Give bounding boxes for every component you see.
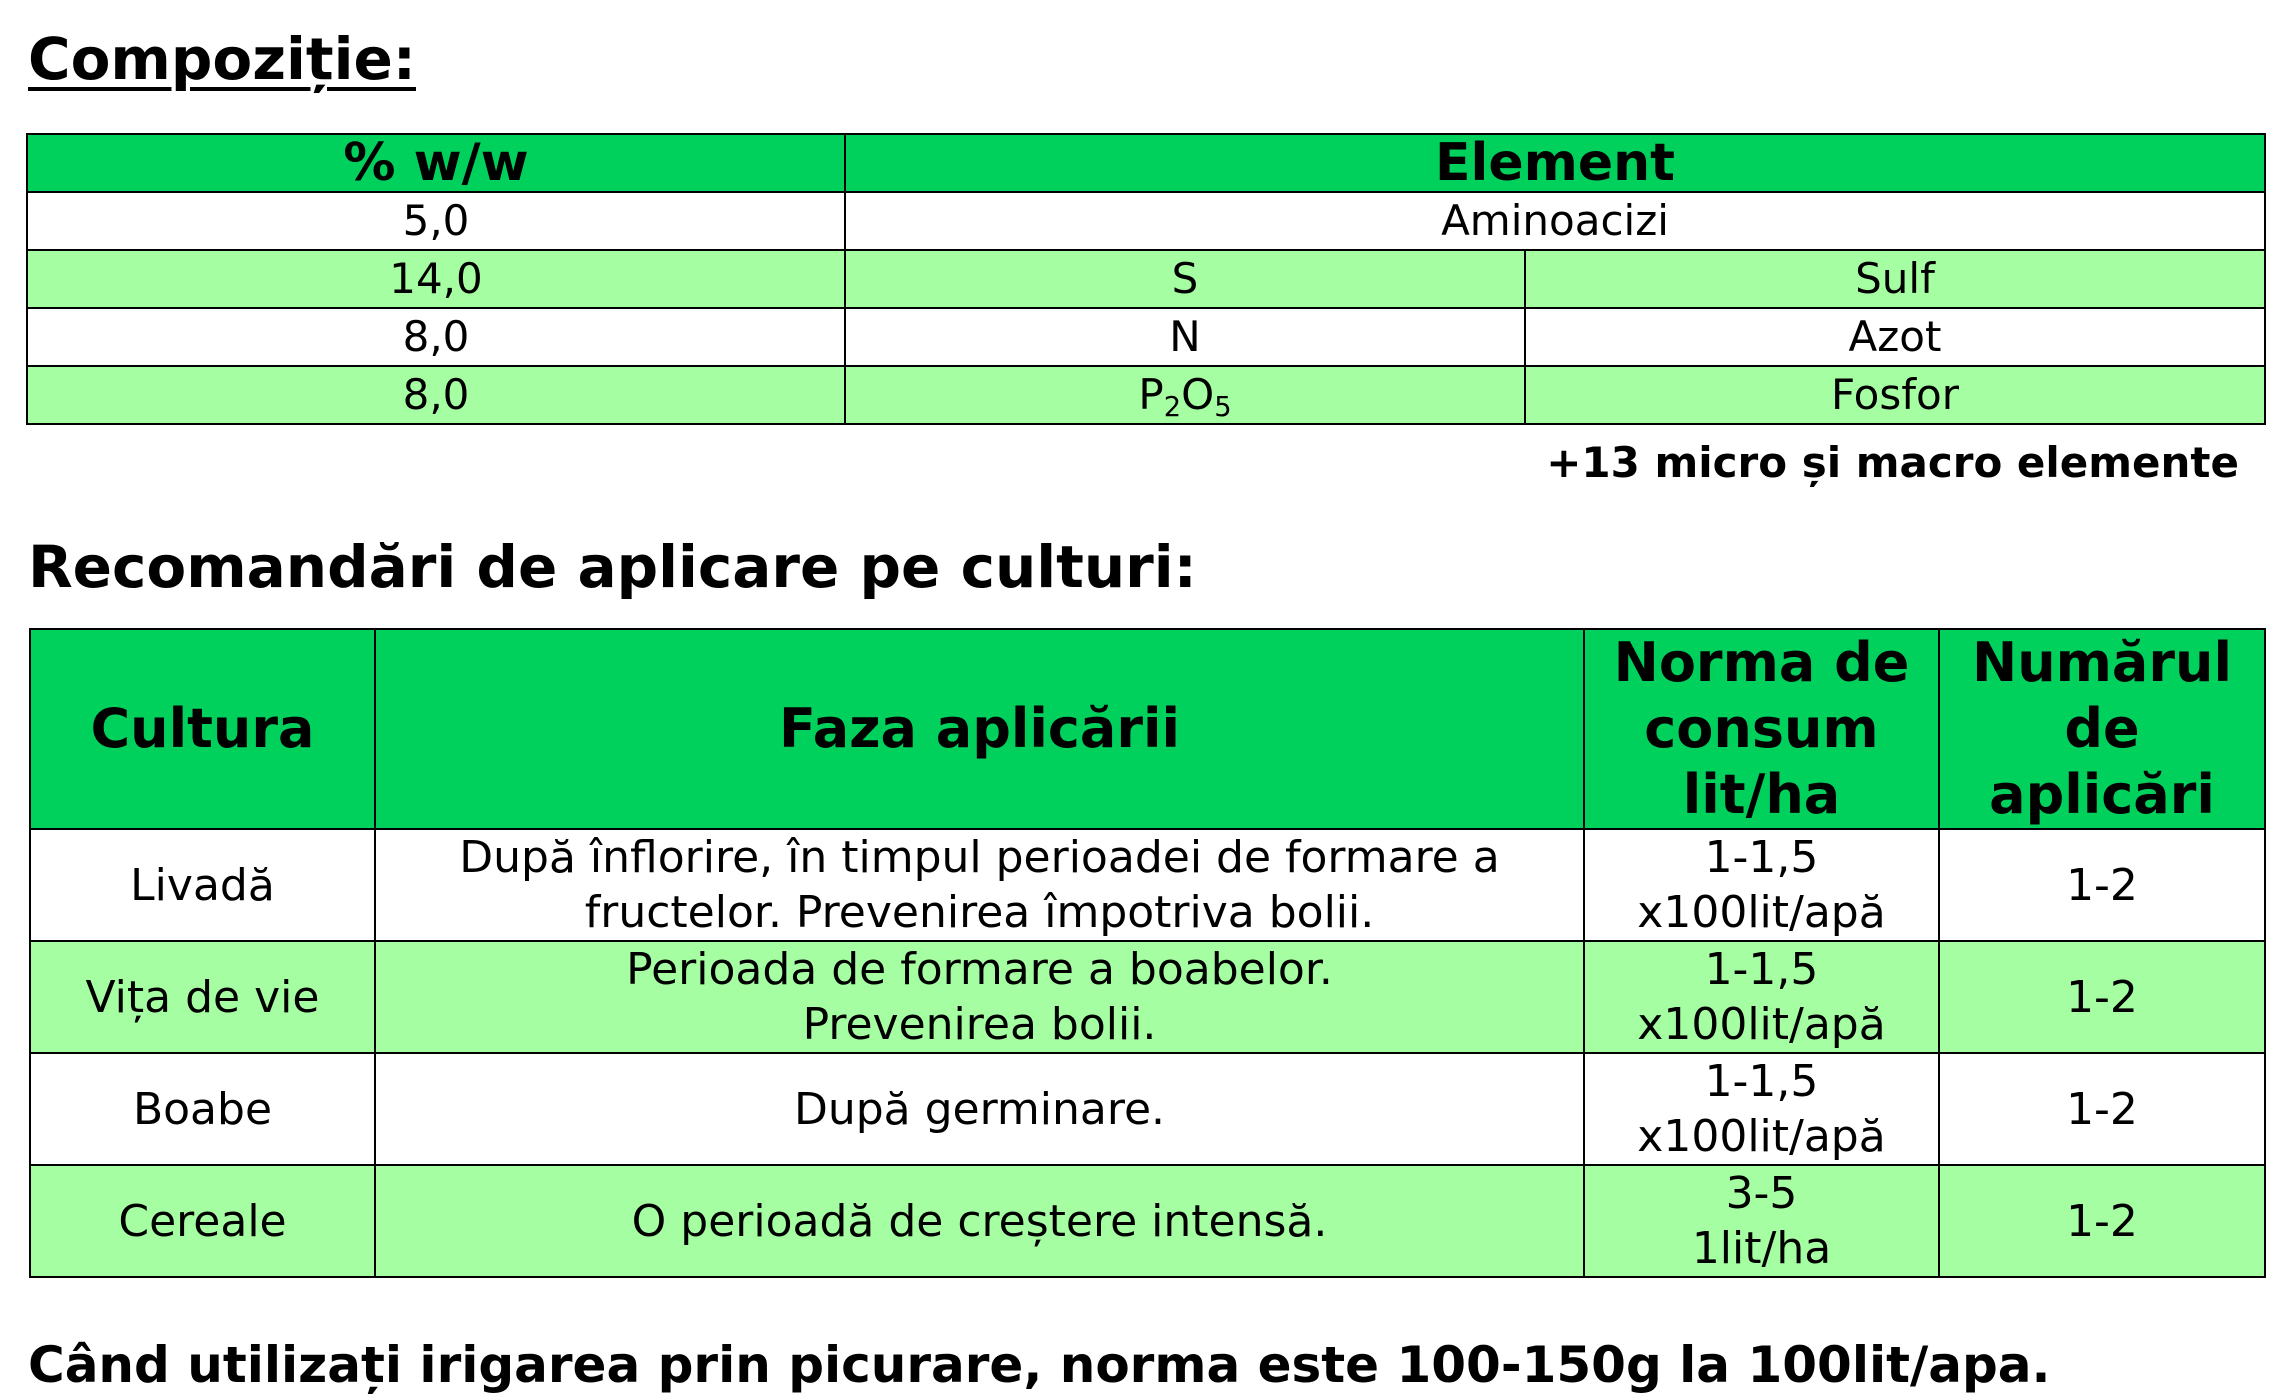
composition-symbol bbox=[845, 366, 1525, 424]
composition-row bbox=[27, 308, 2265, 366]
rate-cell: 1-1,5 x100lit/apă bbox=[1584, 1053, 1939, 1165]
composition-row bbox=[27, 192, 2265, 250]
count-cell: 1-2 bbox=[1939, 1053, 2265, 1165]
phase-cell: După germinare. bbox=[375, 1053, 1584, 1165]
formula-subscript: 5 bbox=[1214, 391, 1232, 423]
phase-cell: O perioadă de creștere intensă. bbox=[375, 1165, 1584, 1277]
composition-value: 8,0 bbox=[27, 308, 845, 366]
recommendations-header-row bbox=[30, 629, 2265, 829]
header-crop: Cultura bbox=[30, 629, 375, 829]
rate-cell: 3-5 1lit/ha bbox=[1584, 1165, 1939, 1277]
composition-row bbox=[27, 366, 2265, 424]
composition-name: Aminoacizi bbox=[845, 192, 2265, 250]
composition-row bbox=[27, 250, 2265, 308]
count-cell: 1-2 bbox=[1939, 941, 2265, 1053]
composition-value: 5,0 bbox=[27, 192, 845, 250]
recommendations-table bbox=[29, 628, 2266, 1278]
composition-header-row bbox=[27, 134, 2265, 192]
header-percent: % w/w bbox=[27, 134, 845, 192]
composition-symbol: N bbox=[845, 308, 1525, 366]
composition-value: 14,0 bbox=[27, 250, 845, 308]
header-count: Numărul de aplicări bbox=[1939, 629, 2265, 829]
composition-value: 8,0 bbox=[27, 366, 845, 424]
composition-title: Compoziție: bbox=[28, 25, 416, 93]
table-row bbox=[30, 941, 2265, 1053]
header-phase: Faza aplicării bbox=[375, 629, 1584, 829]
crop-cell: Vița de vie bbox=[30, 941, 375, 1053]
composition-table bbox=[26, 133, 2266, 425]
composition-name: Fosfor bbox=[1525, 366, 2265, 424]
footer-note: Când utilizați irigarea prin picurare, norma este 100-150g la 100lit/apa. bbox=[28, 1336, 2051, 1394]
composition-name: Sulf bbox=[1525, 250, 2265, 308]
crop-cell: Cereale bbox=[30, 1165, 375, 1277]
table-row bbox=[30, 829, 2265, 941]
count-cell: 1-2 bbox=[1939, 829, 2265, 941]
recommendations-title: Recomandări de aplicare pe culturi: bbox=[28, 533, 1197, 601]
phase-cell: Perioada de formare a boabelor. Prevenirea bolii. bbox=[375, 941, 1584, 1053]
table-row bbox=[30, 1165, 2265, 1277]
rate-cell: 1-1,5 x100lit/apă bbox=[1584, 829, 1939, 941]
formula-subscript: 2 bbox=[1163, 391, 1182, 423]
composition-symbol: S bbox=[845, 250, 1525, 308]
rate-cell: 1-1,5 x100lit/apă bbox=[1584, 941, 1939, 1053]
phase-cell: După înflorire, în timpul perioadei de formare a fructelor. Prevenirea împotriva bolii. bbox=[375, 829, 1584, 941]
header-element: Element bbox=[845, 134, 2265, 192]
formula-part: O bbox=[1181, 370, 1215, 419]
crop-cell: Boabe bbox=[30, 1053, 375, 1165]
composition-name: Azot bbox=[1525, 308, 2265, 366]
header-rate: Norma de consum lit/ha bbox=[1584, 629, 1939, 829]
composition-note: +13 micro și macro elemente bbox=[1546, 438, 2239, 487]
table-row bbox=[30, 1053, 2265, 1165]
count-cell: 1-2 bbox=[1939, 1165, 2265, 1277]
crop-cell: Livadă bbox=[30, 829, 375, 941]
formula-part: P bbox=[1138, 370, 1164, 419]
